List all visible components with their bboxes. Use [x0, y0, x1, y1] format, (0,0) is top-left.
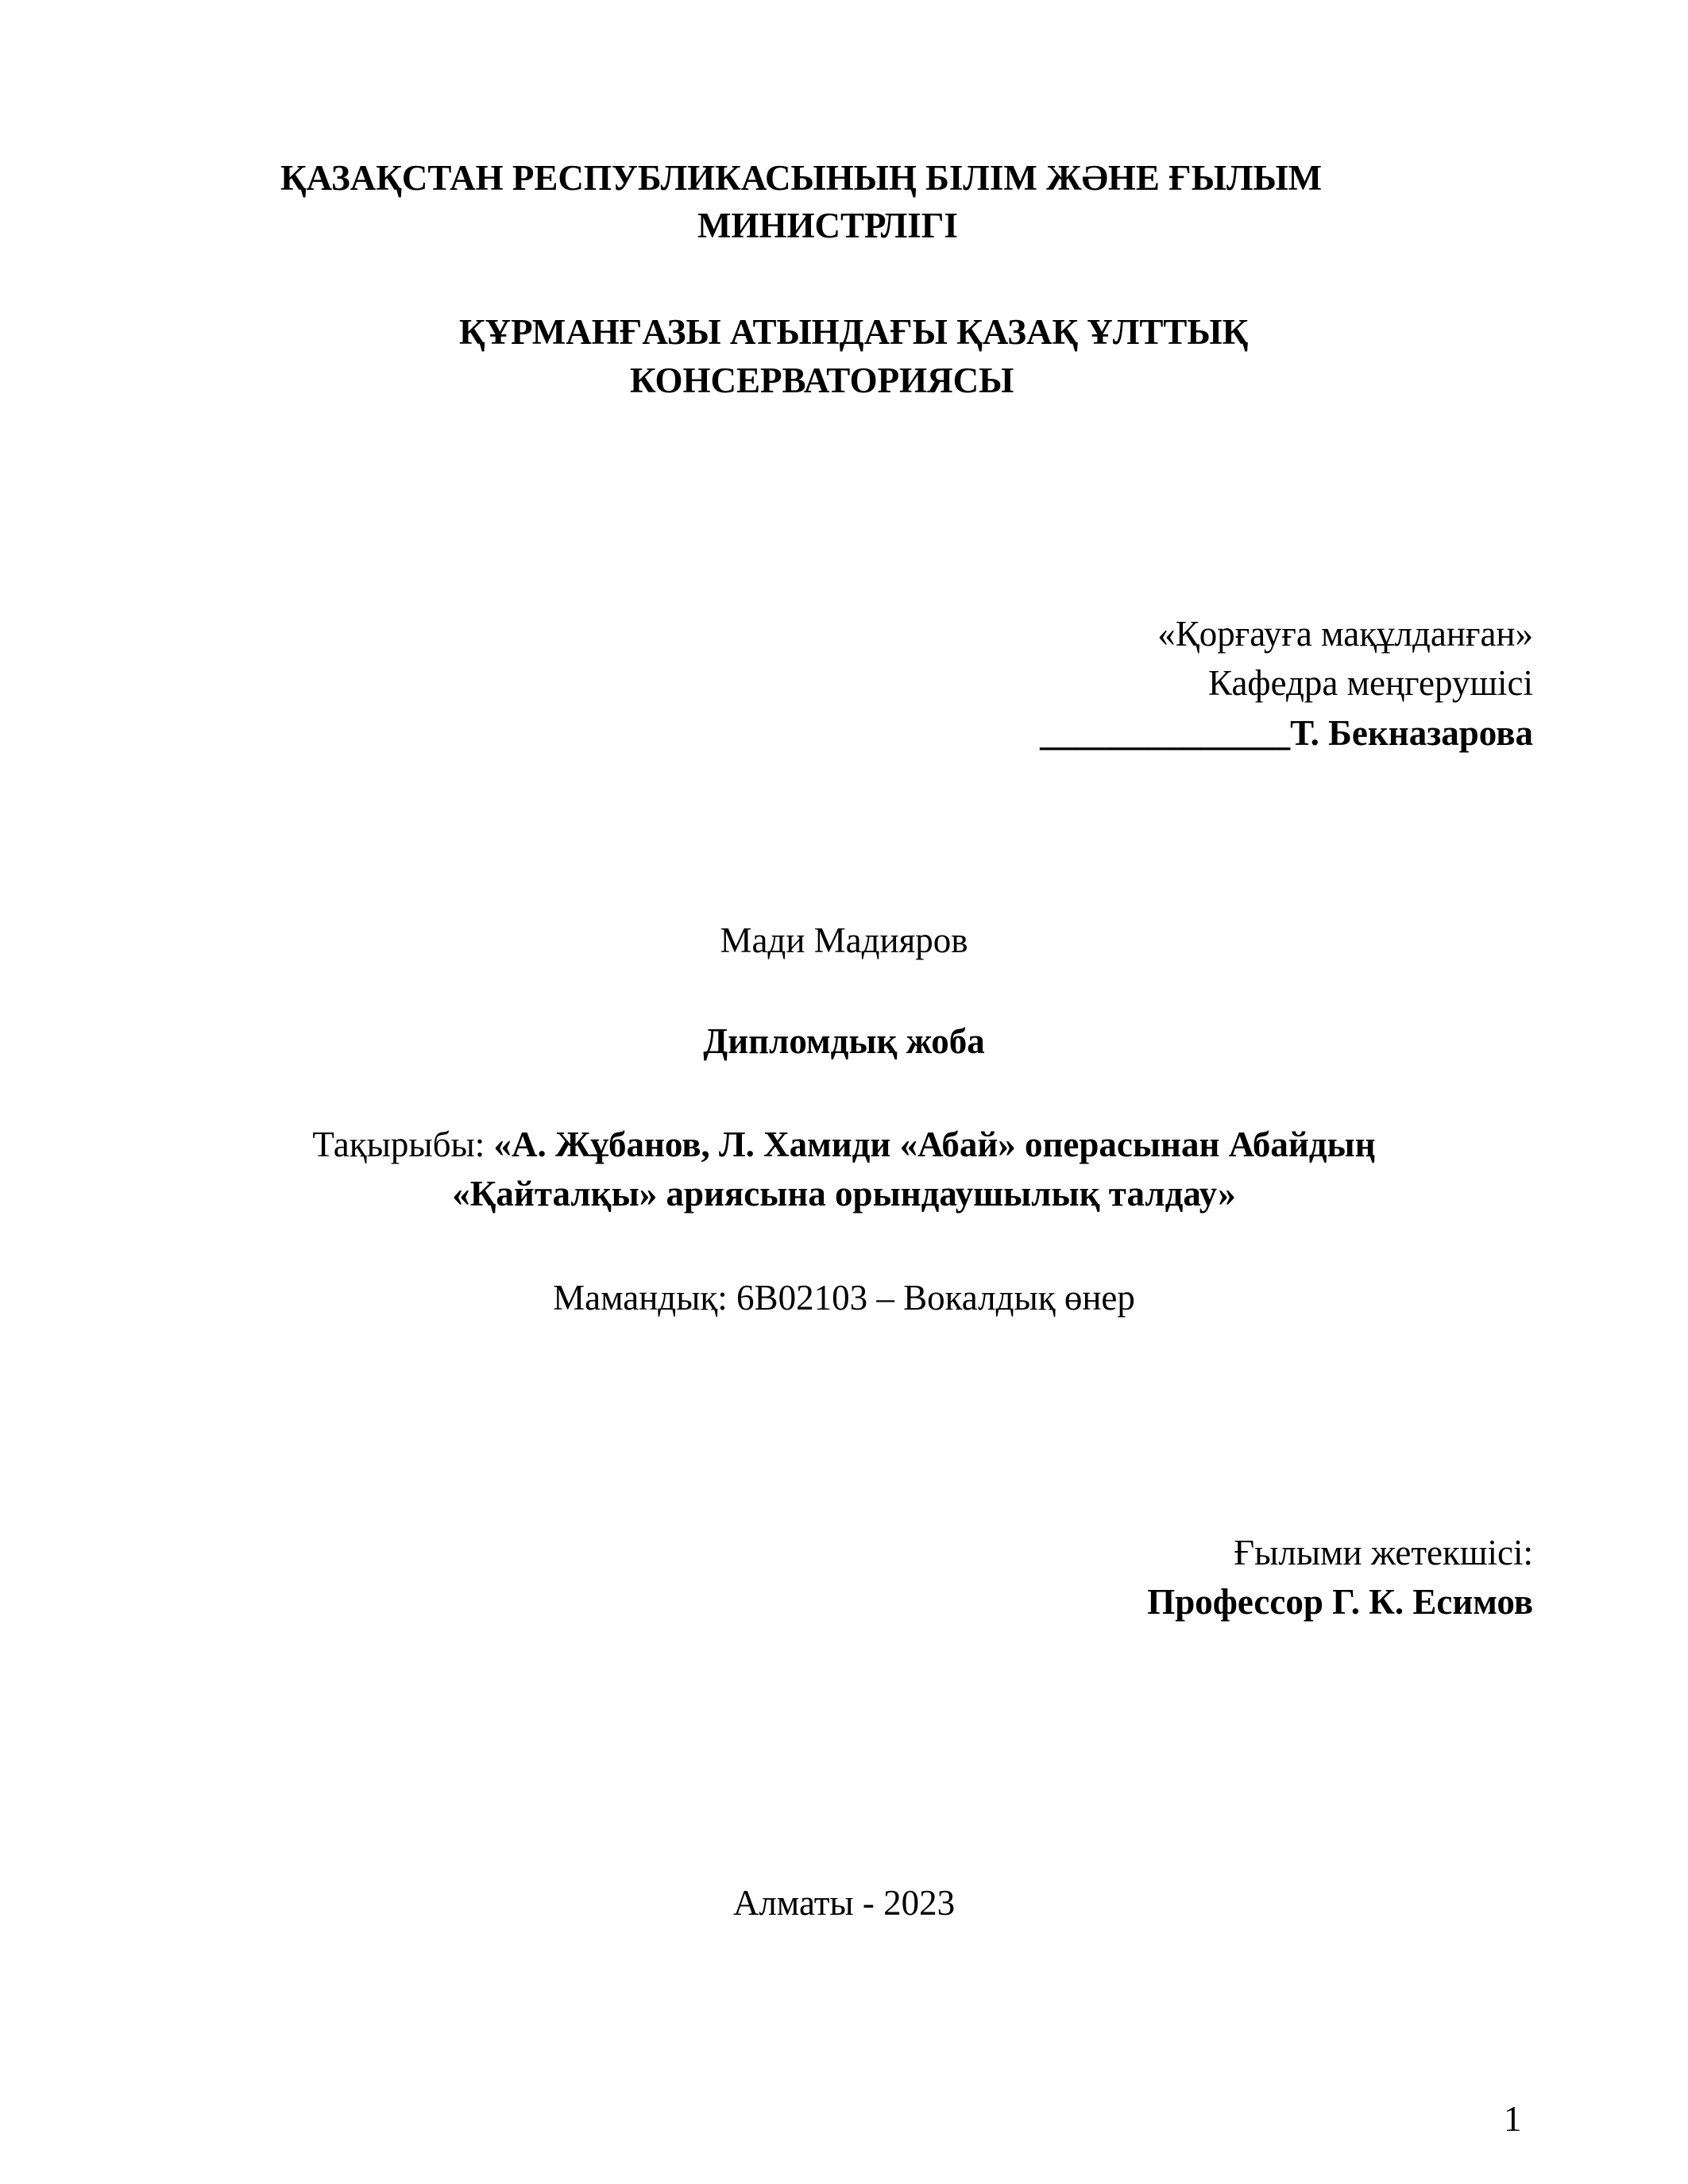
ministry-line-2: МИНИСТРЛІГІ — [697, 206, 958, 245]
approval-status: «Қорғауға мақұлданған» — [1157, 614, 1533, 654]
work-type: Дипломдық жоба — [703, 1021, 985, 1061]
supervisor-label: Ғылыми жетекшісі: — [1234, 1533, 1533, 1572]
supervisor-name: Профессор Г. К. Есимов — [1147, 1582, 1533, 1622]
approval-signature — [1040, 711, 1533, 755]
topic-line-1 — [0, 1122, 1688, 1167]
institution-line-1: ҚҰРМАНҒАЗЫ АТЫНДАҒЫ ҚАЗАҚ ҰЛТТЫҚ — [459, 312, 1249, 352]
ministry-line-1: ҚАЗАҚСТАН РЕСПУБЛИКАСЫНЫҢ БІЛІМ ЖӘНЕ ҒЫЛЫМ — [280, 158, 1323, 198]
author-name: Мади Мадияров — [720, 920, 968, 960]
topic-title-part-1: «А. Жұбанов, Л. Хамиди «Абай» операсынан Абайдың — [493, 1125, 1376, 1164]
page-number: 1 — [1504, 2099, 1522, 2139]
signature-line: ______________ — [1040, 713, 1291, 753]
topic-label: Тақырыбы: — [312, 1125, 494, 1164]
specialty: Мамандық: 6В02103 – Вокалдық өнер — [553, 1278, 1135, 1318]
approval-role: Кафедра меңгерушісі — [1208, 663, 1533, 703]
institution-line-2: КОНСЕРВАТОРИЯСЫ — [630, 361, 1014, 400]
topic-title-part-2: «Қайталқы» ариясына орындаушылық талдау» — [452, 1174, 1236, 1214]
approver-name: Т. Бекназарова — [1290, 713, 1533, 753]
place-year: Алматы - 2023 — [732, 1883, 956, 1923]
